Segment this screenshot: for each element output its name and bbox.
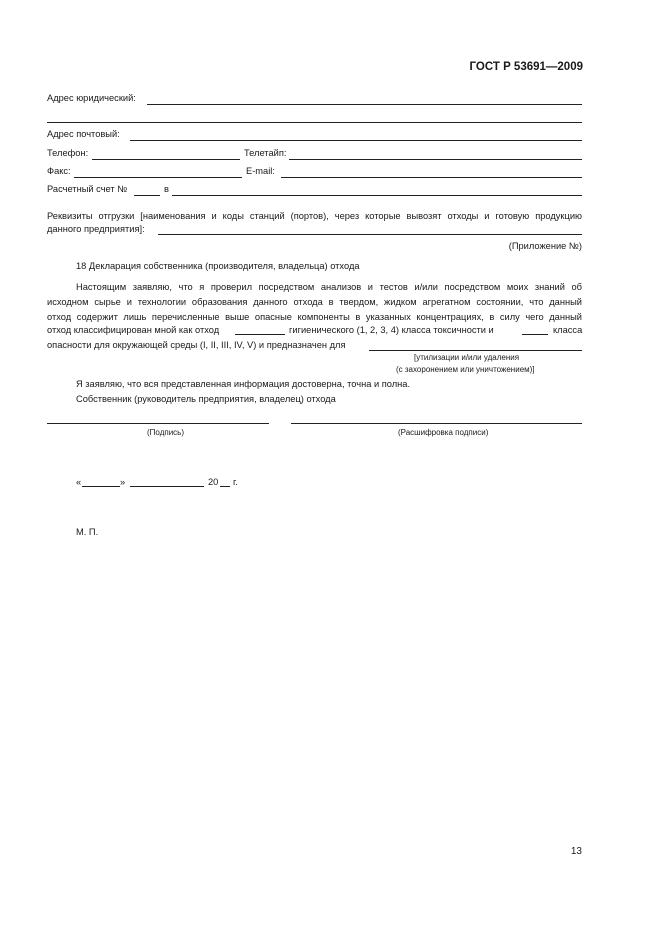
signature-decode-label: (Расшифровка подписи)	[398, 428, 489, 437]
purpose-line	[369, 350, 582, 351]
date-day-line	[82, 486, 120, 487]
account-label: Расчетный счет №	[47, 184, 128, 194]
date-year-line	[220, 486, 230, 487]
email-line	[281, 177, 582, 178]
section-title: 18 Декларация собственника (производителя, владельца) отхода	[76, 261, 360, 271]
postal-address-label: Адрес почтовый:	[47, 129, 120, 139]
confirmation-text: Я заявляю, что вся представленная информация достоверна, точна и полна.	[76, 379, 411, 389]
email-label: E-mail:	[246, 166, 275, 176]
teletype-line	[289, 159, 582, 160]
purpose-note-1: [утилизации и/или удаления	[414, 353, 520, 362]
waste-class-line	[235, 334, 285, 335]
shipping-text-2: данного предприятия]:	[47, 224, 145, 234]
declaration-line-2: исходном сырье и технологии образования данного отхода в твердом, жидком агрегатном состоянии, что данный	[47, 297, 582, 307]
teletype-label: Телетайп:	[244, 148, 287, 158]
signature-line	[47, 423, 269, 424]
signature-label: (Подпись)	[147, 428, 184, 437]
legal-address-line-2	[47, 122, 582, 123]
fax-label: Факс:	[47, 166, 71, 176]
phone-line	[92, 159, 240, 160]
appendix-ref: (Приложение №)	[508, 241, 582, 251]
shipping-text: Реквизиты отгрузки [наименования и коды станций (портов), через которые вывозят отходы и готовую продукцию	[47, 211, 582, 221]
account-number-line	[134, 195, 160, 196]
legal-address-line	[147, 104, 582, 105]
date-year-prefix: 20	[208, 477, 219, 487]
stamp-place: М. П.	[76, 527, 99, 537]
date-open-quote: «	[76, 477, 82, 487]
declaration-line-4b: гигиенического (1, 2, 3, 4) класса токсичности и	[289, 325, 494, 335]
date-month-line	[130, 486, 204, 487]
signature-decode-line	[291, 423, 582, 424]
declaration-line-3: отход содержит лишь перечисленные выше опасные компоненты в указанных концентрациях, в силу чего данный	[47, 312, 582, 322]
declaration-line-5: опасности для окружающей среды (I, II, III, IV, V) и предназначен для	[47, 340, 346, 350]
account-bank-label: в	[164, 184, 169, 194]
shipping-line	[158, 234, 582, 235]
phone-label: Телефон:	[47, 148, 89, 158]
purpose-note-2: (с захоронением или уничтожением)]	[396, 365, 535, 374]
hazard-class-line	[522, 334, 548, 335]
declaration-line-4a: отход классифицирован мной как отход	[47, 325, 220, 335]
standard-number: ГОСТ Р 53691—2009	[469, 61, 583, 73]
postal-address-line	[130, 140, 582, 141]
page-number: 13	[570, 846, 582, 857]
fax-line	[74, 177, 242, 178]
date-close-quote: »	[120, 477, 126, 487]
owner-text: Собственник (руководитель предприятия, владелец) отхода	[76, 394, 336, 404]
declaration-line-4c: класса	[553, 325, 583, 335]
date-year-suffix: г.	[233, 477, 238, 487]
declaration-line-1: Настоящим заявляю, что я проверил посредством анализов и тестов и/или посредством моих знаний об	[76, 282, 582, 292]
legal-address-label: Адрес юридический:	[47, 93, 136, 103]
account-bank-line	[172, 195, 582, 196]
